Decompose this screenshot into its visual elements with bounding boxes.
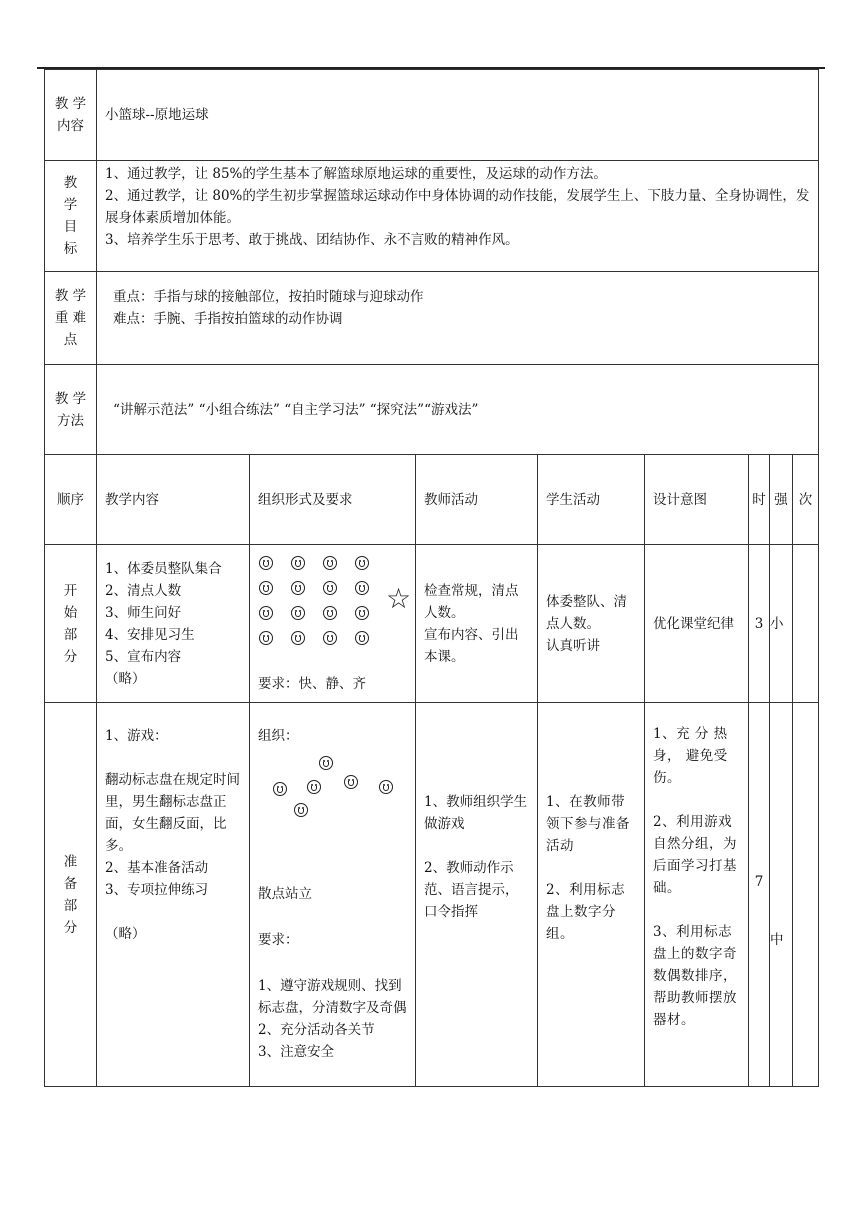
label-methods: 教 学 方法 [45,365,97,455]
key-point: 重点：手指与球的接触部位，按拍时随球与迎球动作 [113,289,424,305]
prep-org-stand: 散点站立 [258,886,312,902]
goals-list [97,161,819,272]
start-org [250,545,416,703]
smiley-icon [344,775,358,789]
phase-prep: 准 备 部 分 [45,703,97,1087]
smiley-icon [259,631,273,645]
smiley-icon [273,782,287,796]
star-icon: ☆ [386,582,412,615]
smiley-icon [323,556,337,570]
smiley-icon [323,606,337,620]
smiley-icon [294,803,308,817]
smiley-icon [355,631,369,645]
content-text: 小篮球--原地运球 [97,70,819,161]
smiley-icon [355,556,369,570]
prep-content: 1、游戏： 翻动标志盘在规定时间里，男生翻标志盘正面，女生翻反面，比多。 2、基本准备活动 3、专项拉伸练习 （略） [97,703,250,1087]
row-start [45,545,819,703]
header-row [45,455,819,545]
smiley-icon [259,581,273,595]
header-time: 时 [749,455,770,545]
smiley-icon [259,606,273,620]
smiley-icon [379,780,393,794]
start-count [793,545,819,703]
formation-diagram [250,545,415,695]
prep-org [250,703,416,1087]
prep-teacher: 1、教师组织学生做游戏 2、教师动作示范、语言提示，口令指挥 [416,703,538,1087]
prep-count [793,703,819,1087]
start-intent: 优化课堂纪律 [645,545,749,703]
row-goals [45,161,819,272]
smiley-icon [259,556,273,570]
hard-point: 难点：手腕、手指按拍篮球的动作协调 [113,311,343,327]
header-order: 顺序 [45,455,97,545]
prep-time: 7 [749,703,770,1087]
start-intensity: 小 [770,545,793,703]
header-org: 组织形式及要求 [250,455,416,545]
smiley-icon [355,581,369,595]
goal-item: 2、通过教学，让 80%的学生初步掌握篮球运球动作中身体协调的动作技能，发展学生上、下肢力量、全身协调性，发展身体素质增加体能。 [105,188,810,226]
header-teacher: 教师活动 [416,455,538,545]
start-teacher: 检查常规，清点人数。 宣布内容、引出本课。 [416,545,538,703]
prep-req-title: 要求： [258,932,299,948]
start-requirement: 要求：快、静、齐 [258,676,366,692]
header-intent: 设计意图 [645,455,749,545]
row-methods [45,365,819,455]
prep-student: 1、在教师带领下参与准备活动 2、利用标志盘上数字分组。 [538,703,645,1087]
header-student: 学生活动 [538,455,645,545]
row-difficulty [45,272,819,365]
smiley-icon [291,581,305,595]
lesson-plan-table [44,69,819,1087]
label-content: 教 学 内容 [45,70,97,161]
row-prep [45,703,819,1087]
phase-start: 开 始 部 分 [45,545,97,703]
start-content: 1、体委员整队集合 2、清点人数 3、师生问好 4、安排见习生 5、宣布内容 （略） [97,545,250,703]
prep-org-inner [250,703,415,1085]
label-goals: 教 学 目 标 [45,161,97,272]
prep-intensity: 中 [770,703,793,1087]
start-time: 3 [749,545,770,703]
prep-requirements: 1、遵守游戏规则、找到标志盘，分清数字及奇偶 2、充分活动各关节 3、注意安全 [258,978,407,1060]
smiley-icon [291,631,305,645]
smiley-icon [291,606,305,620]
header-intensity: 强 [770,455,793,545]
label-difficulty: 教 学 重 难 点 [45,272,97,365]
header-count: 次 [793,455,819,545]
smiley-icon [355,606,369,620]
goal-item: 3、培养学生乐于思考、敢于挑战、团结协作、永不言败的精神作风。 [105,232,519,248]
start-student: 体委整队、清点人数。 认真听讲 [538,545,645,703]
prep-org-title: 组织： [258,728,299,744]
goal-item: 1、通过教学，让 85%的学生基本了解篮球原地运球的重要性，及运球的动作方法。 [105,166,607,182]
methods-text: “讲解示范法” “小组合练法” “自主学习法” “探究法”“游戏法” [97,365,819,455]
smiley-icon [319,756,333,770]
smiley-icon [323,581,337,595]
prep-intent: 1、充 分 热身， 避免受伤。 2、利用游戏自然分组，为后面学习打基础。 3、利用标志盘上的数字奇数偶数排序，帮助教师摆放器材。 [645,703,749,1087]
header-content: 教学内容 [97,455,250,545]
smiley-icon [323,631,337,645]
difficulty-text [97,272,819,365]
row-content [45,70,819,161]
smiley-icon [307,780,321,794]
smiley-icon [291,556,305,570]
